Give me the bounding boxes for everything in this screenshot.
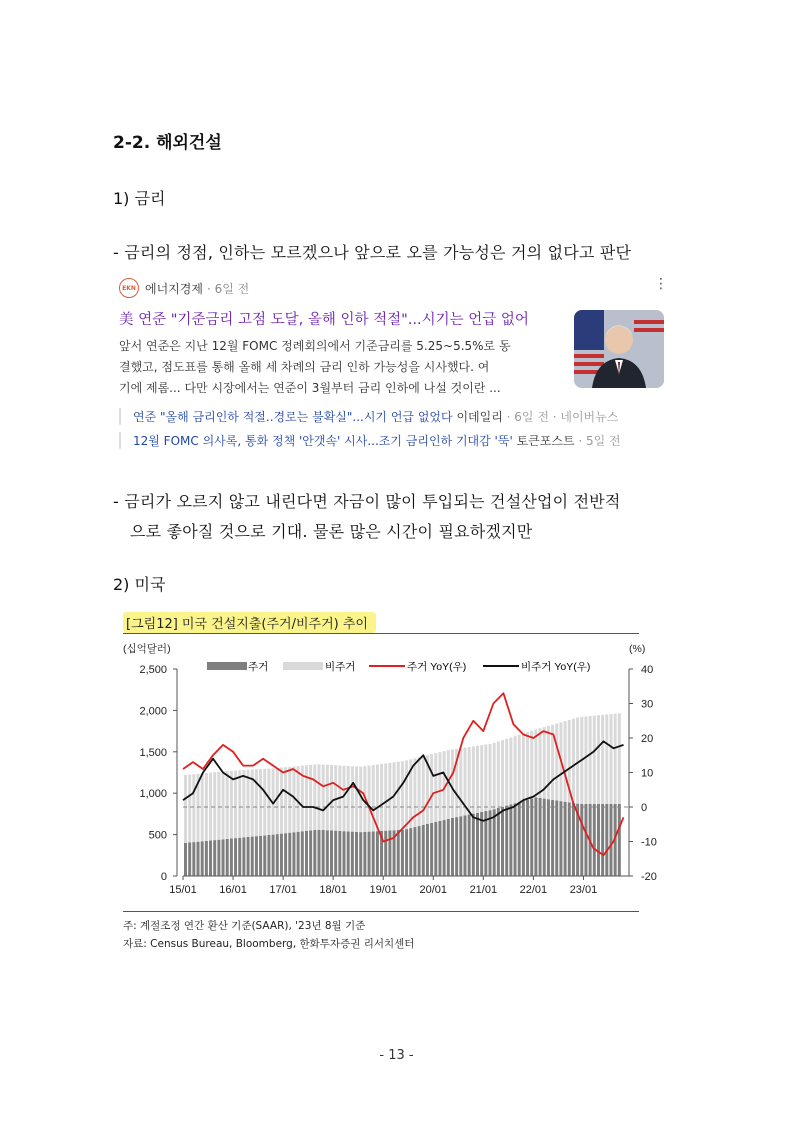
y-right-tick-label: 20: [641, 733, 654, 745]
bar-housing: [409, 828, 412, 876]
y-right-tick-label: 10: [641, 767, 654, 780]
bar-nonhousing: [484, 744, 487, 811]
x-tick-label: 23/01: [569, 884, 598, 896]
related-article-2[interactable]: [119, 432, 678, 449]
bar-housing: [551, 800, 554, 876]
bar-nonhousing: [534, 729, 537, 797]
bar-nonhousing: [438, 752, 441, 821]
page-number: - 13 -: [379, 1048, 414, 1063]
related-article-title[interactable]: 12월 FOMC 의사록, 통화 정책 '안갯속' 시사...조기 금리인하 기대감 '뚝': [133, 434, 513, 448]
bar-nonhousing: [539, 728, 542, 798]
bar-nonhousing: [359, 767, 362, 832]
bar-housing: [609, 804, 612, 876]
bar-housing: [209, 841, 212, 876]
bar-housing: [363, 832, 366, 876]
bar-nonhousing: [593, 716, 596, 804]
y-right-unit: (%): [629, 643, 646, 655]
bar-housing: [238, 838, 241, 876]
bar-housing: [313, 830, 316, 876]
bar-nonhousing: [472, 746, 475, 813]
y-right-tick-label: -10: [641, 836, 657, 849]
bar-housing: [455, 817, 458, 876]
publisher-logo: EKN: [119, 278, 139, 298]
x-tick-label: 21/01: [469, 884, 498, 896]
subsection-title-us: 2) 미국: [113, 575, 166, 594]
x-tick-label: 17/01: [269, 884, 297, 896]
y-right-tick-label: 0: [641, 802, 648, 814]
chart-legend: [207, 660, 590, 673]
bar-nonhousing: [351, 766, 354, 831]
bar-nonhousing: [564, 721, 567, 802]
bar-nonhousing: [192, 774, 195, 842]
x-tick-label: 16/01: [219, 884, 247, 896]
news-snippet: [119, 336, 559, 399]
related-article-time: · 6일 전 · 네이버뉴스: [506, 410, 619, 424]
bar-nonhousing: [518, 735, 521, 802]
bar-housing: [297, 832, 300, 876]
bar-housing: [205, 841, 208, 876]
bar-housing: [284, 833, 287, 876]
bar-housing: [384, 831, 387, 876]
y-left-tick-label: 500: [148, 829, 167, 842]
bar-housing: [468, 815, 471, 876]
bar-housing: [376, 831, 379, 876]
bar-nonhousing: [434, 753, 437, 822]
bar-housing: [217, 840, 220, 876]
y-left-unit: (십억달러): [123, 643, 171, 655]
bar-housing: [443, 820, 446, 876]
bullet-construction-line1: - 금리가 오르지 않고 내린다면 자금이 많이 투입되는 건설산업이 전반적: [113, 492, 621, 511]
bar-housing: [418, 826, 421, 876]
x-tick-label: 22/01: [519, 884, 548, 896]
bar-nonhousing: [476, 746, 479, 813]
news-card[interactable]: [113, 270, 678, 456]
bar-nonhousing: [509, 737, 512, 804]
bar-nonhousing: [618, 713, 621, 804]
legend-label: 비주거 YoY(우): [521, 661, 591, 673]
bar-nonhousing: [368, 766, 371, 832]
bar-nonhousing: [614, 714, 617, 804]
bar-nonhousing: [547, 726, 550, 799]
bar-nonhousing: [288, 767, 291, 833]
figure-top-rule: [123, 633, 639, 634]
section-title: 2-2. 해외건설: [113, 133, 222, 153]
portrait-image-icon: [574, 310, 664, 388]
bar-housing: [605, 804, 608, 876]
bars: [184, 713, 621, 876]
bar-housing: [276, 834, 279, 876]
snippet-line: 기에 제롬... 다만 시장에서는 연준이 3월부터 금리 인하에 나설 것이란 ...: [119, 381, 501, 395]
bar-housing: [568, 802, 571, 876]
bar-nonhousing: [247, 770, 250, 837]
bar-nonhousing: [263, 769, 266, 836]
related-article-title[interactable]: 연준 "올해 금리인하 적절..경로는 불확실"...시기 언급 없었다: [133, 410, 453, 424]
news-thumbnail[interactable]: [574, 310, 664, 388]
bar-housing: [288, 833, 291, 876]
news-source: [119, 278, 249, 298]
bar-nonhousing: [217, 772, 220, 840]
bar-housing: [184, 843, 187, 876]
bar-nonhousing: [309, 765, 312, 831]
bar-nonhousing: [576, 718, 579, 804]
bar-housing: [192, 842, 195, 876]
bar-nonhousing: [380, 764, 383, 831]
y-left-tick-label: 1,500: [139, 746, 167, 759]
bar-housing: [597, 804, 600, 876]
bar-nonhousing: [584, 716, 587, 804]
bar-housing: [309, 830, 312, 876]
bar-housing: [226, 839, 229, 876]
y-left-tick-label: 1,000: [139, 788, 167, 801]
bar-nonhousing: [388, 763, 391, 831]
related-article-time: · 5일 전: [578, 434, 621, 448]
bar-housing: [459, 816, 462, 876]
bar-nonhousing: [468, 747, 471, 815]
related-article-publisher: 이데일리: [456, 410, 503, 424]
bar-housing: [543, 799, 546, 876]
bar-nonhousing: [505, 739, 508, 806]
bar-nonhousing: [526, 732, 529, 800]
bar-housing: [272, 835, 275, 876]
bar-nonhousing: [267, 769, 270, 835]
bar-nonhousing: [280, 768, 283, 834]
footnote-basis: 주: 계절조정 연간 환산 기준(SAAR), '23년 8월 기준: [123, 920, 366, 932]
bar-nonhousing: [401, 761, 404, 830]
bullet-rate-outlook: - 금리의 정점, 인하는 모르겠으나 앞으로 오를 가능성은 거의 없다고 판단: [113, 243, 632, 262]
bar-housing: [463, 815, 466, 876]
bar-nonhousing: [601, 715, 604, 804]
bar-housing: [259, 836, 262, 876]
bar-nonhousing: [493, 743, 496, 809]
y-right-tick-label: -20: [641, 871, 657, 883]
bar-housing: [368, 832, 371, 876]
bar-housing: [247, 837, 250, 876]
bar-nonhousing: [530, 731, 533, 799]
y-left-tick-label: 2,000: [139, 705, 167, 718]
x-tick-label: 18/01: [319, 884, 347, 896]
bar-housing: [359, 832, 362, 876]
news-source-name: 에너지경제: [145, 281, 203, 296]
bar-nonhousing: [347, 766, 350, 831]
bar-nonhousing: [430, 754, 433, 823]
bar-nonhousing: [330, 765, 333, 830]
bar-housing: [530, 799, 533, 876]
bar-nonhousing: [297, 766, 300, 832]
bar-nonhousing: [313, 764, 316, 829]
bar-housing: [534, 797, 537, 876]
bar-housing: [584, 804, 587, 876]
bar-housing: [343, 831, 346, 876]
bar-housing: [397, 830, 400, 876]
bar-housing: [197, 842, 200, 876]
construction-spending-chart: [115, 638, 665, 900]
bar-housing: [493, 809, 496, 876]
x-tick-label: 20/01: [419, 884, 448, 896]
bullet-construction-line2: 으로 좋아질 것으로 기대. 물론 많은 시간이 필요하겠지만: [130, 522, 533, 541]
snippet-line: 앞서 연준은 지난 12월 FOMC 정례회의에서 기준금리를 5.25~5.5%로 동: [119, 339, 511, 353]
bar-housing: [322, 830, 325, 876]
bar-housing: [230, 839, 233, 876]
bar-nonhousing: [284, 767, 287, 833]
bar-housing: [326, 830, 329, 876]
bar-nonhousing: [326, 765, 329, 830]
bar-nonhousing: [605, 714, 608, 804]
bar-nonhousing: [514, 736, 517, 803]
bar-housing: [451, 818, 454, 876]
bar-housing: [338, 831, 341, 876]
bar-housing: [213, 840, 216, 876]
bar-nonhousing: [184, 775, 187, 843]
bar-housing: [580, 804, 583, 876]
bar-housing: [593, 804, 596, 876]
footnote-source: 자료: Census Bureau, Bloomberg, 한화투자증권 리서치센터: [123, 938, 415, 950]
bar-housing: [242, 837, 245, 876]
bar-nonhousing: [259, 769, 262, 836]
y-left-tick-label: 2,500: [139, 664, 167, 676]
bar-nonhousing: [305, 765, 308, 831]
bar-nonhousing: [226, 771, 229, 839]
bar-housing: [505, 806, 508, 876]
x-axis: [169, 876, 597, 896]
bar-housing: [405, 829, 408, 876]
bar-housing: [351, 832, 354, 876]
legend-swatch-housing: [207, 662, 247, 670]
bar-housing: [476, 813, 479, 876]
bar-housing: [413, 827, 416, 876]
bar-housing: [334, 831, 337, 876]
bar-nonhousing: [234, 770, 237, 838]
bar-housing: [426, 824, 429, 876]
bar-housing: [305, 831, 308, 876]
bar-housing: [263, 835, 266, 876]
y-right-tick-label: 40: [641, 664, 654, 676]
bar-nonhousing: [384, 763, 387, 830]
bar-housing: [514, 803, 517, 876]
snippet-line: 결했고, 점도표를 통해 올해 세 차례의 금리 인하 가능성을 시사했다. 여: [119, 360, 490, 374]
bar-housing: [497, 808, 500, 876]
bar-housing: [601, 804, 604, 876]
bar-nonhousing: [343, 766, 346, 831]
bar-nonhousing: [572, 719, 575, 803]
bar-nonhousing: [589, 716, 592, 804]
bar-housing: [347, 831, 350, 876]
bar-nonhousing: [213, 772, 216, 840]
bar-housing: [572, 803, 575, 876]
bar-housing: [472, 814, 475, 876]
bar-housing: [447, 819, 450, 876]
legend-label: 주거 YoY(우): [407, 661, 467, 673]
bar-housing: [430, 823, 433, 876]
bar-housing: [234, 838, 237, 876]
bar-housing: [559, 801, 562, 876]
bar-nonhousing: [418, 757, 421, 826]
bar-housing: [489, 810, 492, 876]
bar-housing: [547, 799, 550, 876]
bar-nonhousing: [322, 765, 325, 830]
bar-nonhousing: [230, 771, 233, 839]
bar-nonhousing: [201, 773, 204, 841]
figure-caption: [그림12] 미국 건설지출(주거/비주거) 추이: [123, 612, 376, 633]
bar-nonhousing: [355, 766, 358, 831]
bar-nonhousing: [405, 760, 408, 829]
bar-nonhousing: [609, 714, 612, 804]
bar-nonhousing: [597, 715, 600, 804]
bar-housing: [355, 832, 358, 876]
news-time: · 6일 전: [206, 281, 250, 296]
x-tick-label: 15/01: [169, 884, 197, 896]
bar-nonhousing: [422, 756, 425, 825]
subsection-title-rates: 1) 금리: [113, 189, 166, 208]
related-article-publisher: 토큰포스트: [516, 434, 575, 448]
bar-nonhousing: [276, 768, 279, 834]
bar-nonhousing: [376, 764, 379, 831]
bar-housing: [255, 836, 258, 876]
bar-nonhousing: [480, 745, 483, 812]
bar-housing: [618, 804, 621, 876]
bar-housing: [267, 835, 270, 876]
bar-nonhousing: [242, 770, 245, 837]
bar-housing: [330, 830, 333, 876]
bar-housing: [438, 821, 441, 876]
bar-housing: [372, 831, 375, 876]
bar-nonhousing: [489, 744, 492, 810]
bar-housing: [422, 825, 425, 876]
legend-swatch-nonhousing: [283, 662, 323, 670]
bar-housing: [317, 830, 320, 876]
more-options-icon[interactable]: ⋮: [654, 276, 668, 292]
bar-housing: [388, 830, 391, 876]
bar-nonhousing: [459, 748, 462, 816]
bar-nonhousing: [317, 764, 320, 829]
y-axis-right: [629, 664, 657, 883]
bar-nonhousing: [501, 740, 504, 807]
y-right-tick-label: 30: [641, 698, 654, 711]
bar-housing: [251, 837, 254, 876]
legend-label: 주거: [248, 661, 269, 673]
y-axis-left: [139, 664, 177, 883]
bar-nonhousing: [188, 775, 191, 843]
news-headline-link[interactable]: 美 연준 "기준금리 고점 도달, 올해 인하 적절"...시기는 언급 없어: [119, 312, 529, 328]
bar-nonhousing: [255, 769, 258, 836]
bar-nonhousing: [238, 770, 241, 838]
x-tick-label: 19/01: [369, 884, 397, 896]
y-left-tick-label: 0: [160, 871, 167, 883]
bar-housing: [501, 807, 504, 876]
bar-housing: [434, 822, 437, 876]
bar-housing: [222, 839, 225, 876]
legend-label: 비주거: [325, 661, 356, 673]
bar-housing: [555, 800, 558, 876]
bar-nonhousing: [451, 750, 454, 818]
bar-housing: [201, 841, 204, 876]
bar-housing: [564, 802, 567, 876]
bar-nonhousing: [555, 724, 558, 801]
bar-housing: [280, 834, 283, 876]
bar-housing: [301, 831, 304, 876]
bar-housing: [292, 832, 295, 876]
figure-bottom-rule: [123, 911, 639, 912]
bar-nonhousing: [497, 742, 500, 808]
bar-housing: [509, 804, 512, 876]
bar-housing: [401, 830, 404, 876]
bar-housing: [518, 802, 521, 876]
bar-housing: [522, 801, 525, 876]
bar-nonhousing: [522, 733, 525, 800]
related-article-1[interactable]: [119, 408, 678, 425]
bar-housing: [526, 800, 529, 876]
bar-nonhousing: [397, 762, 400, 830]
bar-housing: [539, 798, 542, 876]
bar-nonhousing: [222, 771, 225, 839]
bar-housing: [188, 842, 191, 876]
